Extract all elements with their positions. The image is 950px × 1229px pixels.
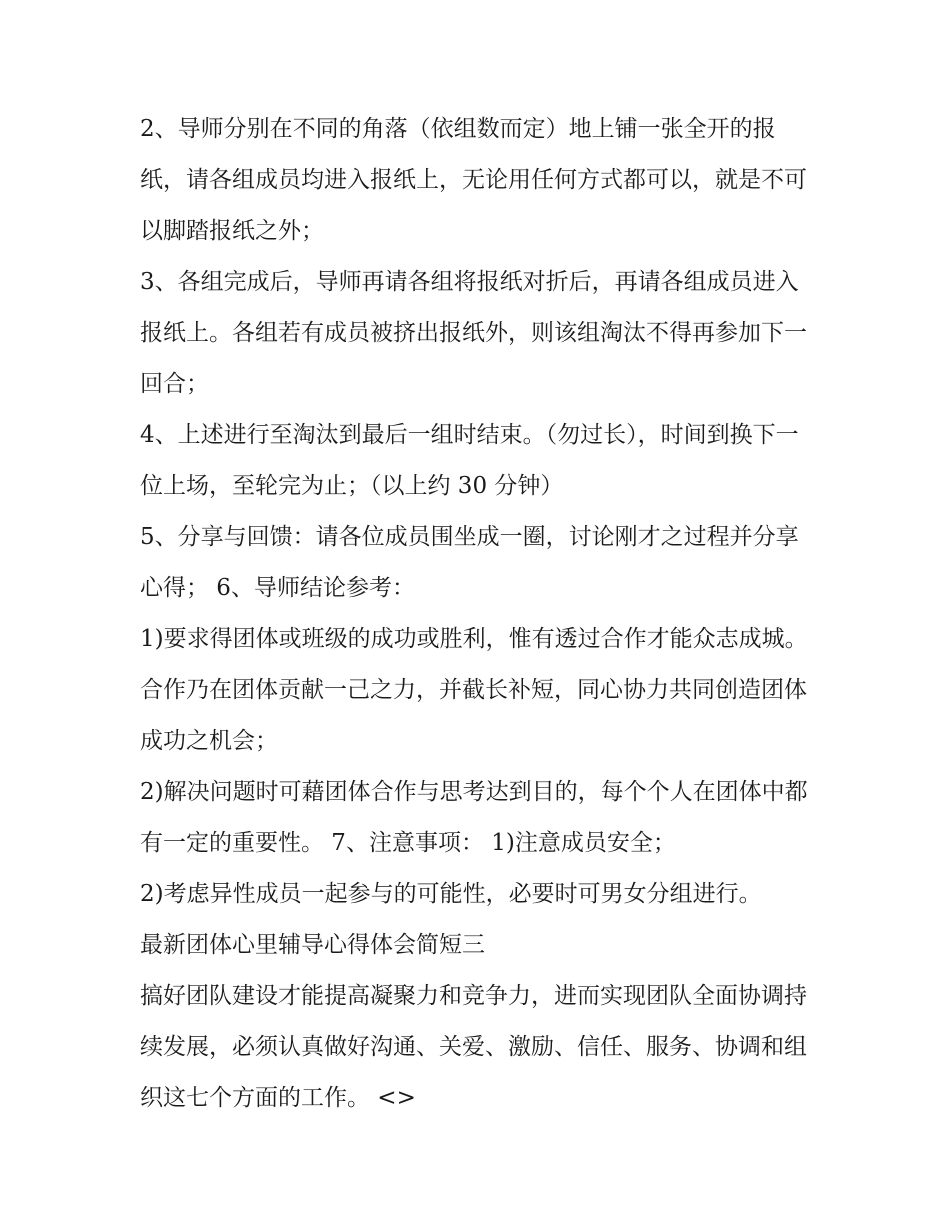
paragraph-conclusion-1: 1)要求得团体或班级的成功或胜利，惟有透过合作才能众志成城。合作乃在团体贡献一己之力，并截长补短，同心协力共同创造团体成功之机会； [140, 626, 808, 754]
document-body [140, 104, 820, 1124]
paragraph-conclusion-2-notes: 2)解决问题时可藉团体合作与思考达到目的，每个个人在团体中都有一定的重要性。 7、注意事项： 1)注意成员安全； [140, 779, 808, 856]
paragraph-closing: 搞好团队建设才能提高凝聚力和竞争力，进而实现团队全面协调持续发展，必须认真做好沟通、关爱、激励、信任、服务、协调和组织这七个方面的工作。 <> [140, 983, 807, 1111]
section-title: 最新团体心里辅导心得体会简短三 [140, 932, 485, 958]
paragraph-step-4: 4、上述进行至淘汰到最后一组时结束。（勿过长），时间到换下一位上场，至轮完为止；（以上约 30 分钟） [140, 422, 799, 499]
paragraph-note-2: 2)考虑异性成员一起参与的可能性，必要时可男女分组进行。 [140, 881, 762, 907]
paragraph-step-5-6: 5、分享与回馈：请各位成员围坐成一圈，讨论刚才之过程并分享心得； 6、导师结论参考： [140, 524, 799, 601]
paragraph-step-2: 2、导师分别在不同的角落（依组数而定）地上铺一张全开的报纸，请各组成员均进入报纸上，无论用任何方式都可以，就是不可以脚踏报纸之外； [140, 116, 807, 244]
paragraph-step-3: 3、各组完成后，导师再请各组将报纸对折后，再请各组成员进入报纸上。各组若有成员被挤出报纸外，则该组淘汰不得再参加下一回合； [140, 269, 807, 397]
